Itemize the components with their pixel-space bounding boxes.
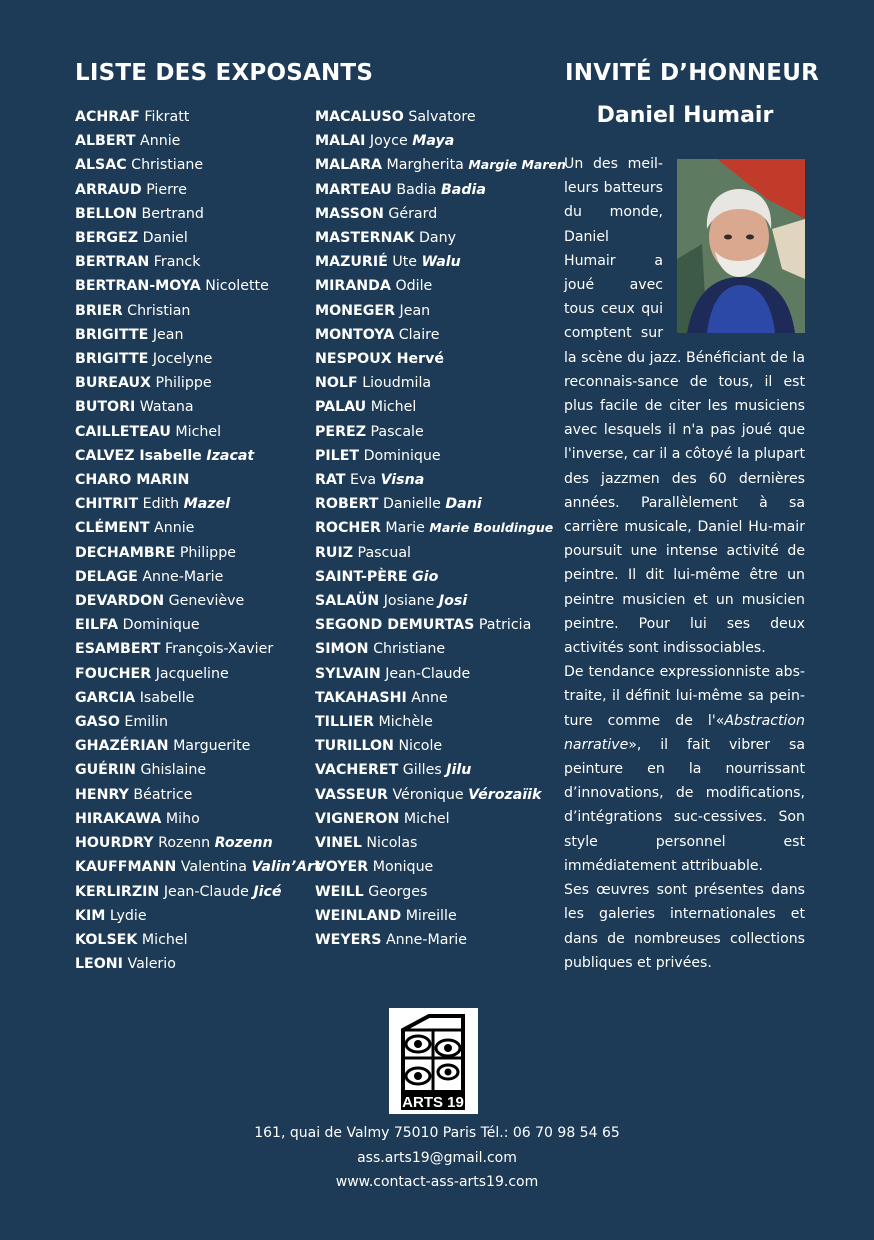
exhibitor-pseudonym: Gio <box>412 568 439 585</box>
exhibitor-last-name: BUREAUX <box>75 375 151 392</box>
exhibitor-pseudonym: Rozenn <box>214 835 273 852</box>
exhibitor-pseudonym: Walu <box>421 254 461 271</box>
exhibitor-first-name: Ghislaine <box>140 762 207 779</box>
exhibitor-first-name: Monique <box>372 859 434 876</box>
exhibitor-entry <box>75 250 321 274</box>
exhibitor-entry <box>315 734 566 758</box>
exhibitor-pseudonym: Dani <box>445 496 482 513</box>
exhibitor-last-name: ROCHER <box>315 520 381 537</box>
exhibitor-first-name: Philippe <box>155 375 212 392</box>
exhibitor-last-name: MONTOYA <box>315 326 395 343</box>
exhibitor-first-name: Pascual <box>357 544 411 561</box>
exhibitor-last-name: PEREZ <box>315 423 366 440</box>
exhibitor-entry <box>315 178 566 202</box>
exhibitor-first-name: Annie <box>154 520 195 537</box>
exhibitor-last-name: FOUCHER <box>75 665 152 682</box>
exhibitor-entry <box>315 105 566 129</box>
exhibitor-last-name: ACHRAF <box>75 109 140 125</box>
exhibitor-first-name: Eva <box>350 472 377 489</box>
logo-text: ARTS 19 <box>402 1094 464 1111</box>
exhibitor-entry <box>75 758 321 782</box>
exhibitor-first-name: Bertrand <box>141 205 204 222</box>
exhibitor-pseudonym: Badia <box>440 181 486 198</box>
exhibitor-first-name: Nicole <box>398 738 443 755</box>
exhibitor-entry <box>75 105 321 129</box>
exhibitor-first-name: Daniel <box>142 230 188 247</box>
bio-paragraph-1: Un des meil-leurs batteurs du monde, Daniel Humair a joué avec tous ceux qui comptent sur la scène du jazz. Bénéficiant de la reconnais-sance de tous, il est plus facile de citer les musiciens avec lesquels il n'a pas joué que l'inverse, car il a côtoyé la plupart des jazzmen des 60 dernières années. Parallèlement à sa carrière musicale, Daniel Hu-mair poursuit une intense activité de peintre. Il dit lui-même être un peintre musicien et un musicien peintre. Pour lui ses deux activités sont indissociables. <box>564 156 805 657</box>
exhibitor-entry <box>315 904 566 928</box>
exhibitor-last-name: TILLIER <box>315 714 374 731</box>
exhibitor-last-name: BERTRAN-MOYA <box>75 278 201 295</box>
exhibitor-last-name: VACHERET <box>315 762 399 779</box>
exhibitor-entry <box>75 395 321 419</box>
exhibitor-first-name: Emilin <box>124 714 169 731</box>
exhibitor-entry <box>315 928 566 952</box>
exhibitor-last-name: BRIGITTE <box>75 351 149 368</box>
exhibitor-entry <box>75 541 321 565</box>
exhibitor-entry <box>75 323 321 347</box>
exhibitor-last-name: NOLF <box>315 375 358 392</box>
exhibitor-first-name: Jocelyne <box>152 351 213 368</box>
exhibitor-first-name: Fikratt <box>144 109 190 125</box>
exhibitor-pseudonym: Mazel <box>183 496 231 513</box>
exhibitor-last-name: LEONI <box>75 956 123 973</box>
bio-paragraph-3: Ses œuvres sont présentes dans les galeries internationales et dans de nombreuses collections publiques et privées. <box>564 882 805 971</box>
exhibitor-first-name: Isabelle <box>139 689 195 706</box>
exhibitor-first-name: Annie <box>140 133 181 150</box>
exhibitor-last-name: WEILL <box>315 883 364 900</box>
exhibitor-first-name: Franck <box>153 254 201 271</box>
exhibitor-entry <box>315 855 566 879</box>
exhibitor-first-name: Anne <box>411 689 448 706</box>
exhibitor-first-name: Michel <box>141 931 188 948</box>
exhibitor-first-name: Jean-Claude <box>385 665 471 682</box>
exhibitor-first-name: Michel <box>403 810 450 827</box>
exhibitor-entry <box>315 880 566 904</box>
exhibitor-last-name: DELAGE <box>75 568 138 585</box>
exhibitor-last-name: PALAU <box>315 399 367 416</box>
exhibitor-entry <box>75 831 321 855</box>
exhibitor-first-name: Dominique <box>122 617 200 634</box>
exhibitor-entry <box>75 855 321 879</box>
exhibitor-last-name: KIM <box>75 907 106 924</box>
exhibitor-first-name: Margherita <box>386 157 464 174</box>
exhibitor-entry <box>75 444 321 468</box>
exhibitor-entry <box>75 468 321 492</box>
exhibitor-entry <box>315 541 566 565</box>
exhibitor-last-name: KERLIRZIN <box>75 883 160 900</box>
exhibitor-last-name: HENRY <box>75 786 129 803</box>
exhibitor-last-name: ESAMBERT <box>75 641 161 658</box>
guest-biography <box>564 152 805 975</box>
exhibitors-heading: LISTE DES EXPOSANTS <box>75 60 374 86</box>
exhibitor-last-name: VOYER <box>315 859 369 876</box>
exhibitor-last-name: ALBERT <box>75 133 136 150</box>
guest-portrait-photo <box>677 159 805 333</box>
exhibitor-entry <box>315 299 566 323</box>
exhibitor-pseudonym: Jilu <box>446 762 472 779</box>
exhibitor-last-name: CAILLETEAU <box>75 423 171 440</box>
exhibitor-entry <box>315 613 566 637</box>
exhibitor-entry <box>315 129 566 153</box>
exhibitor-first-name: Patricia <box>478 617 532 634</box>
exhibitor-entry <box>75 202 321 226</box>
exhibitor-last-name: CLÉMENT <box>75 520 150 537</box>
exhibitor-last-name: DECHAMBRE <box>75 544 176 561</box>
exhibitor-entry <box>75 129 321 153</box>
exhibitor-entry <box>315 202 566 226</box>
exhibitor-last-name: MALARA <box>315 157 383 174</box>
footer-address: 161, quai de Valmy 75010 Paris Tél.: 06 70 98 54 65 <box>254 1125 620 1141</box>
exhibitor-last-name: MALAI <box>315 133 366 150</box>
exhibitor-pseudonym: Izacat <box>206 447 255 464</box>
exhibitor-last-name: GARCIA <box>75 689 136 706</box>
exhibitor-first-name: Valerio <box>127 956 176 973</box>
exhibitor-first-name: Anne-Marie <box>142 568 224 585</box>
exhibitor-first-name: Jean-Claude <box>163 883 249 900</box>
exhibitor-last-name: GHAZÉRIAN <box>75 738 169 755</box>
exhibitor-entry <box>75 153 321 177</box>
exhibitor-entry <box>315 807 566 831</box>
exhibitor-last-name: BUTORI <box>75 399 136 416</box>
exhibitor-entry <box>75 371 321 395</box>
exhibitor-first-name: Christiane <box>131 157 204 174</box>
exhibitor-last-name: GASO <box>75 714 120 731</box>
exhibitor-entry <box>315 420 566 444</box>
exhibitor-first-name: Pascale <box>370 423 424 440</box>
exhibitor-entry <box>315 710 566 734</box>
exhibitor-last-name: SEGOND DEMURTAS <box>315 617 475 634</box>
footer-email[interactable]: ass.arts19@gmail.com <box>357 1149 517 1166</box>
exhibitor-last-name: GUÉRIN <box>75 762 136 779</box>
exhibitor-entry <box>315 153 566 177</box>
exhibitor-entry <box>75 347 321 371</box>
exhibitor-entry <box>75 662 321 686</box>
footer-contact <box>0 1121 874 1195</box>
exhibitor-entry <box>315 395 566 419</box>
exhibitor-first-name: Geneviève <box>168 593 245 610</box>
exhibitor-first-name: Georges <box>368 883 428 900</box>
exhibitor-first-name: Christiane <box>373 641 446 658</box>
exhibitor-entry <box>75 686 321 710</box>
exhibitor-first-name: Badia <box>396 181 437 198</box>
exhibitor-first-name: Nicolette <box>205 278 269 295</box>
exhibitor-last-name: VASSEUR <box>315 786 388 803</box>
exhibitor-entry <box>75 492 321 516</box>
exhibitor-last-name: PILET <box>315 447 360 464</box>
exhibitor-pseudonym: Maya <box>412 133 455 150</box>
exhibitor-entry <box>75 904 321 928</box>
exhibitor-entry <box>75 734 321 758</box>
exhibitor-last-name: VINEL <box>315 835 362 852</box>
exhibitor-last-name: MARTEAU <box>315 181 392 198</box>
exhibitor-entry <box>75 226 321 250</box>
exhibitors-list-col2 <box>315 105 566 952</box>
exhibitor-last-name: SAINT-PÈRE <box>315 568 408 585</box>
exhibitor-first-name: Ute <box>392 254 418 271</box>
exhibitor-first-name: Gérard <box>388 205 438 222</box>
exhibitor-first-name: Marie <box>385 520 425 537</box>
exhibitor-entry <box>75 299 321 323</box>
exhibitor-first-name: Miho <box>165 810 200 827</box>
exhibitors-list-col1 <box>75 105 321 976</box>
exhibitor-first-name: Véronique <box>392 786 464 803</box>
exhibitor-first-name: Danielle <box>382 496 441 513</box>
exhibitor-entry <box>75 565 321 589</box>
exhibitor-last-name: BERTRAN <box>75 254 150 271</box>
exhibitor-first-name: Dany <box>418 230 456 247</box>
exhibitor-entry <box>315 468 566 492</box>
exhibitor-last-name: RUIZ <box>315 544 354 561</box>
exhibitor-first-name: Edith <box>142 496 180 513</box>
exhibitor-last-name: MACALUSO <box>315 109 404 125</box>
exhibitor-first-name: Jean <box>152 326 184 343</box>
exhibitor-last-name: ROBERT <box>315 496 379 513</box>
exhibitor-entry <box>315 492 566 516</box>
exhibitor-entry <box>75 613 321 637</box>
exhibitor-entry <box>315 758 566 782</box>
exhibitor-entry <box>75 274 321 298</box>
exhibitor-entry <box>315 831 566 855</box>
exhibitor-first-name: Odile <box>395 278 433 295</box>
exhibitor-pseudonym: Margie Maren <box>468 157 566 173</box>
exhibitor-last-name: RAT <box>315 472 346 489</box>
exhibitor-first-name: Jacqueline <box>155 665 229 682</box>
exhibitor-pseudonym: Marie Bouldingue <box>429 520 554 536</box>
exhibitor-entry <box>315 444 566 468</box>
arts19-logo <box>389 1008 478 1114</box>
bio-paragraph-2: De tendance expressionniste abs-traite, il définit lui-même sa pein-ture comme de l'«Abstraction narrative», il fait vibrer sa peinture en la nourrissant d’innovations, de modifications, d’intégrations suc-cessives. Son style personnel est immédiatement attribuable. <box>564 664 805 874</box>
exhibitor-first-name: Lioudmila <box>362 375 432 392</box>
exhibitor-last-name: BELLON <box>75 205 138 222</box>
exhibitor-first-name: Jean <box>399 302 431 319</box>
exhibitor-entry <box>315 589 566 613</box>
exhibitor-first-name: Dominique <box>363 447 441 464</box>
exhibitor-first-name: Nicolas <box>366 835 418 852</box>
exhibitor-last-name: CALVEZ Isabelle <box>75 447 202 464</box>
exhibitor-entry <box>315 371 566 395</box>
guest-name: Daniel Humair <box>596 103 774 128</box>
exhibitor-entry <box>75 928 321 952</box>
exhibitor-last-name: MASTERNAK <box>315 230 415 247</box>
exhibitor-last-name: TURILLON <box>315 738 394 755</box>
exhibitor-pseudonym: Josi <box>438 593 468 610</box>
exhibitor-entry <box>315 347 566 371</box>
exhibitor-entry <box>75 178 321 202</box>
exhibitor-first-name: Watana <box>139 399 194 416</box>
exhibitor-last-name: BRIER <box>75 302 123 319</box>
exhibitor-last-name: BRIGITTE <box>75 326 149 343</box>
exhibitor-first-name: François-Xavier <box>165 641 274 658</box>
exhibitor-first-name: Michel <box>370 399 417 416</box>
exhibitor-last-name: BERGEZ <box>75 230 139 247</box>
exhibitor-entry <box>75 710 321 734</box>
exhibitor-entry <box>315 565 566 589</box>
exhibitor-entry <box>75 783 321 807</box>
exhibitor-last-name: SIMON <box>315 641 369 658</box>
exhibitor-first-name: Michel <box>175 423 222 440</box>
footer-website[interactable]: www.contact-ass-arts19.com <box>335 1174 539 1190</box>
exhibitor-first-name: Claire <box>398 326 440 343</box>
exhibitor-entry <box>315 637 566 661</box>
exhibitor-pseudonym: Jicé <box>253 883 282 900</box>
exhibitor-entry <box>315 250 566 274</box>
exhibitor-first-name: Josiane <box>383 593 435 610</box>
exhibitor-first-name: Joyce <box>369 133 408 150</box>
exhibitor-first-name: Mireille <box>405 907 457 924</box>
exhibitor-entry <box>75 807 321 831</box>
exhibitor-last-name: MIRANDA <box>315 278 391 295</box>
exhibitor-last-name: KOLSEK <box>75 931 138 948</box>
exhibitor-last-name: VIGNERON <box>315 810 400 827</box>
exhibitor-entry <box>75 516 321 540</box>
exhibitor-last-name: MAZURIÉ <box>315 254 388 271</box>
exhibitor-last-name: WEINLAND <box>315 907 402 924</box>
exhibitor-first-name: Rozenn <box>158 835 211 852</box>
exhibitor-last-name: KAUFFMANN <box>75 859 177 876</box>
exhibitor-entry <box>75 637 321 661</box>
exhibitor-entry <box>315 274 566 298</box>
exhibitor-last-name: HOURDRY <box>75 835 154 852</box>
exhibitor-last-name: DEVARDON <box>75 593 165 610</box>
exhibitor-entry <box>75 420 321 444</box>
exhibitor-first-name: Anne-Marie <box>385 931 467 948</box>
exhibitor-last-name: MONEGER <box>315 302 396 319</box>
exhibitor-first-name: Michèle <box>378 714 433 731</box>
exhibitor-entry <box>75 952 321 976</box>
exhibitor-pseudonym: Visna <box>380 472 425 489</box>
exhibitor-first-name: Lydie <box>109 907 147 924</box>
guest-of-honor-heading: INVITÉ D’HONNEUR <box>565 60 819 86</box>
exhibitor-first-name: Christian <box>127 302 191 319</box>
exhibitor-first-name: Marguerite <box>173 738 251 755</box>
exhibitor-entry <box>315 662 566 686</box>
exhibitor-last-name: ALSAC <box>75 157 127 174</box>
exhibitor-pseudonym: Valin’Art <box>251 859 321 876</box>
exhibitor-pseudonym: Vérozaïik <box>468 786 542 803</box>
exhibitor-first-name: Pierre <box>146 181 187 198</box>
exhibitor-last-name: SYLVAIN <box>315 665 381 682</box>
exhibitor-entry <box>315 323 566 347</box>
exhibitor-first-name: Béatrice <box>133 786 193 803</box>
exhibitor-last-name: TAKAHASHI <box>315 689 407 706</box>
exhibitor-last-name: NESPOUX Hervé <box>315 351 445 368</box>
exhibitor-last-name: SALAÜN <box>315 593 380 610</box>
exhibitor-last-name: EILFA <box>75 617 119 634</box>
exhibitor-entry <box>315 783 566 807</box>
exhibitor-entry <box>75 589 321 613</box>
exhibitor-first-name: Valentina <box>180 859 247 876</box>
exhibitor-entry <box>75 880 321 904</box>
exhibitor-entry <box>315 516 566 540</box>
exhibitor-entry <box>315 226 566 250</box>
exhibitor-entry <box>315 686 566 710</box>
exhibitor-last-name: ARRAUD <box>75 181 142 198</box>
exhibitor-last-name: WEYERS <box>315 931 382 948</box>
exhibitor-last-name: HIRAKAWA <box>75 810 162 827</box>
exhibitor-last-name: CHITRIT <box>75 496 139 513</box>
exhibitor-first-name: Gilles <box>402 762 442 779</box>
exhibitor-first-name: Salvatore <box>408 109 476 125</box>
exhibitor-last-name: CHARO MARIN <box>75 472 190 489</box>
exhibitor-last-name: MASSON <box>315 205 384 222</box>
exhibitor-first-name: Philippe <box>179 544 236 561</box>
